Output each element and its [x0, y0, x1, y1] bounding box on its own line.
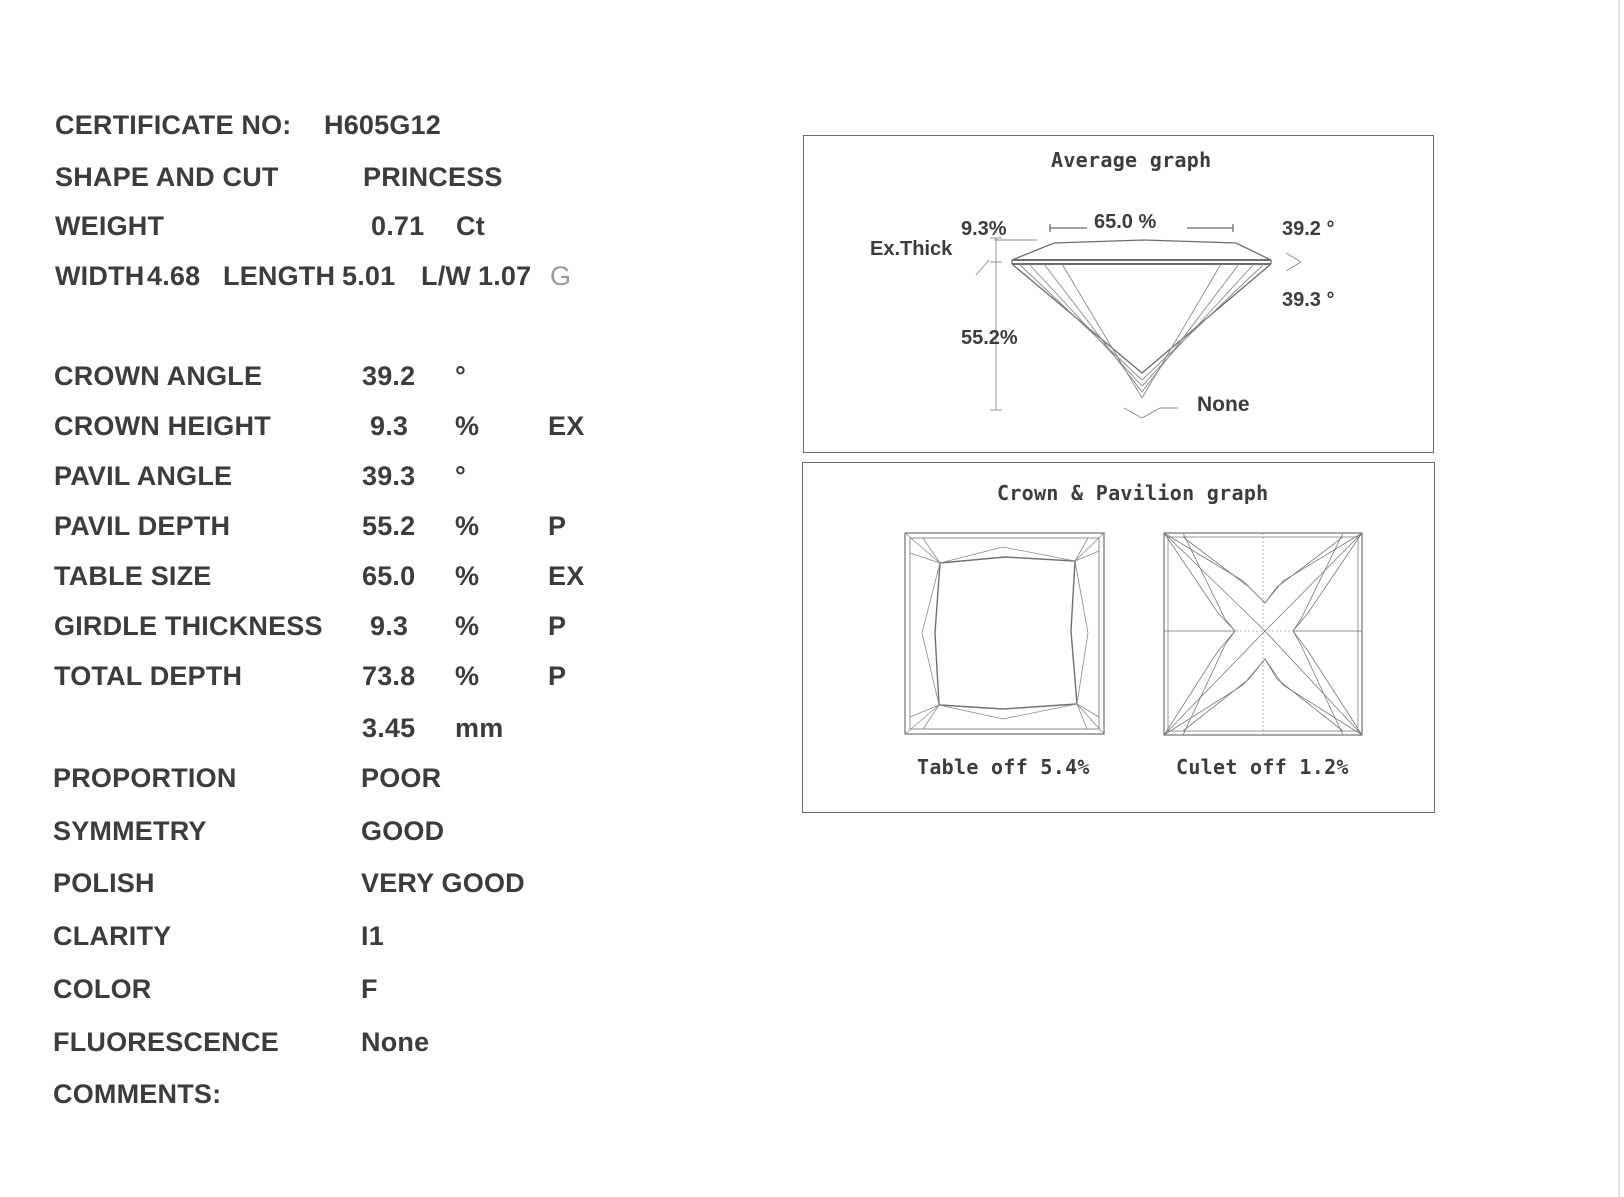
- measurement-unit: %: [455, 511, 480, 541]
- average-graph-panel: [803, 135, 1434, 453]
- pavilion-facet-line: [1164, 533, 1235, 735]
- crown-pavilion-title: Crown & Pavilion graph: [997, 481, 1269, 505]
- measurement-label: CROWN ANGLE: [54, 361, 263, 391]
- diamond-profile-diagram: [804, 136, 1433, 452]
- measurement-value: 9.3: [370, 611, 409, 641]
- crown-facet-line: [1075, 538, 1088, 561]
- culet-off-label: Culet off 1.2%: [1176, 755, 1349, 779]
- crown-facet-line: [1075, 561, 1088, 633]
- grade-label: POLISH: [53, 868, 155, 898]
- measurement-label: TOTAL DEPTH: [54, 661, 243, 691]
- measurement-label: CROWN HEIGHT: [54, 411, 271, 441]
- table-size-label: 65.0 %: [1094, 211, 1157, 233]
- grade-mark: G: [550, 261, 572, 291]
- measurement-value: 39.2: [362, 361, 416, 391]
- crown-facet-line: [1077, 704, 1087, 729]
- crown-outline: [1012, 240, 1271, 260]
- pavilion-facet-line: [1293, 533, 1362, 735]
- measurement-label: TABLE SIZE: [54, 561, 212, 591]
- measurement-grade: P: [548, 661, 567, 691]
- measurement-unit: %: [455, 561, 480, 591]
- culet-label: None: [1197, 393, 1250, 416]
- grade-label: CLARITY: [53, 921, 172, 951]
- pavilion-angle-mark: [1286, 262, 1301, 271]
- crown-facet-line: [1077, 704, 1104, 734]
- grade-value: I1: [361, 921, 384, 951]
- shape-label: SHAPE AND CUT: [55, 162, 279, 192]
- girdle-leader: [976, 260, 989, 275]
- pavilion-facet-line: [1293, 533, 1343, 735]
- crown-height-label: 9.3%: [961, 218, 1007, 240]
- grade-label: COLOR: [53, 974, 152, 1004]
- pavilion-main-line: [1164, 631, 1265, 735]
- weight-value: 0.71: [371, 211, 425, 241]
- average-graph-title: Average graph: [1051, 148, 1212, 172]
- pavilion-facet-line: [1142, 264, 1264, 380]
- pavilion-view-diagram: [1164, 533, 1362, 735]
- comments-label: COMMENTS:: [53, 1079, 222, 1109]
- measurement-grade: EX: [548, 561, 585, 591]
- crown-view-diagram: [905, 533, 1104, 734]
- crown-angle-label: 39.2 °: [1282, 218, 1335, 240]
- length-value: 5.01: [342, 261, 396, 291]
- measurement-label: PAVIL ANGLE: [54, 461, 233, 491]
- crown-facet-line: [1075, 551, 1099, 561]
- measurement-value: 73.8: [362, 661, 416, 691]
- measurement-unit: °: [455, 361, 466, 391]
- crown-pavilion-graph-panel: [802, 462, 1435, 813]
- length-label: LENGTH: [223, 261, 336, 291]
- measurement-grade: P: [548, 511, 567, 541]
- width-value: 4.68: [147, 261, 201, 291]
- measurement-label: GIRDLE THICKNESS: [54, 611, 323, 641]
- pavilion-facet-line: [1029, 264, 1142, 386]
- crown-facet-line: [1075, 533, 1104, 561]
- pavilion-facet-line: [1019, 264, 1142, 380]
- measurement-unit: mm: [455, 713, 504, 743]
- grade-label: FLUORESCENCE: [53, 1027, 279, 1057]
- measurement-unit: %: [455, 411, 480, 441]
- pavilion-facet-line: [1142, 264, 1221, 398]
- grade-value: VERY GOOD: [361, 868, 525, 898]
- culet-mark: [1124, 408, 1160, 418]
- measurement-value: 55.2: [362, 511, 416, 541]
- pavilion-depth-label: 55.2%: [961, 327, 1018, 349]
- certificate-number: H605G12: [324, 110, 441, 140]
- measurement-grade: P: [548, 611, 567, 641]
- weight-label: WEIGHT: [55, 211, 165, 241]
- pavilion-facet-line: [1062, 264, 1142, 398]
- measurement-value: 65.0: [362, 561, 416, 591]
- crown-facet-line: [1077, 633, 1088, 704]
- lw-value: 1.07: [478, 261, 532, 291]
- grade-value: F: [361, 974, 378, 1004]
- grade-value: POOR: [361, 763, 442, 793]
- width-label: WIDTH: [55, 261, 145, 291]
- measurement-unit: %: [455, 611, 480, 641]
- crown-angle-mark: [1286, 253, 1301, 262]
- grade-label: SYMMETRY: [53, 816, 207, 846]
- table-off-label: Table off 5.4%: [917, 755, 1090, 779]
- grade-label: PROPORTION: [53, 763, 237, 793]
- grade-value: None: [361, 1027, 430, 1057]
- measurement-grade: EX: [548, 411, 585, 441]
- pavilion-main-line: [1265, 631, 1362, 735]
- weight-unit: Ct: [456, 211, 485, 241]
- measurement-label: PAVIL DEPTH: [54, 511, 231, 541]
- pavilion-facet-line: [1142, 264, 1254, 386]
- pavilion-facet-line: [1164, 533, 1362, 603]
- measurement-value: 3.45: [362, 713, 416, 743]
- pavilion-main-line: [1164, 533, 1265, 631]
- table-outline: [935, 557, 1077, 709]
- pavilion-facet-line: [1183, 533, 1235, 735]
- measurement-unit: °: [455, 461, 466, 491]
- pavilion-outline: [1012, 264, 1271, 373]
- grade-value: GOOD: [361, 816, 445, 846]
- pavilion-main-line: [1265, 533, 1362, 631]
- measurement-value: 39.3: [362, 461, 416, 491]
- measurement-unit: %: [455, 661, 480, 691]
- measurement-value: 9.3: [370, 411, 409, 441]
- lw-label: L/W: [421, 261, 472, 291]
- shape-value: PRINCESS: [363, 162, 503, 192]
- girdle-label: Ex.Thick: [870, 238, 953, 260]
- crown-facet-line: [1077, 704, 1099, 717]
- certificate-label: CERTIFICATE NO:: [55, 110, 292, 140]
- pavilion-angle-label: 39.3 °: [1282, 289, 1335, 311]
- page-edge: [1618, 0, 1620, 1197]
- crown-facet-line: [910, 553, 940, 563]
